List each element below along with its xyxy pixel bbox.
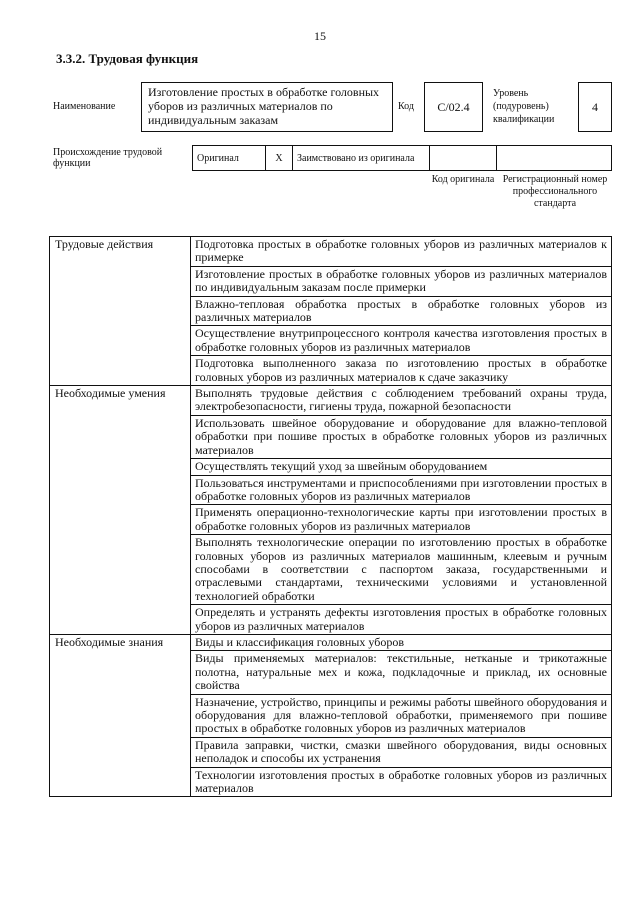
name-label: Наименование — [53, 101, 116, 112]
group-title: Необходимые знания — [50, 634, 191, 796]
function-details-table — [49, 236, 612, 797]
function-name-field: Изготовление простых в обработке головных уборов из различных материалов по индивидуальным заказам — [141, 82, 393, 132]
group-title: Необходимые умения — [50, 386, 191, 635]
table-cell: Выполнять трудовые действия с соблюдением требований охраны труда, электробезопасности, гигиены труда, пожарной безопасности — [191, 386, 612, 416]
table-cell: Осуществление внутрипроцессного контроля качества изготовления простых в обработке головных уборов из различных материалов — [191, 326, 612, 356]
table-row — [50, 237, 612, 267]
table-cell: Назначение, устройство, принципы и режимы работы швейного оборудования и оборудования для влажно-тепловой обработки, применяемого при пошиве простых в обработке головных уборов из различных материалов — [191, 694, 612, 737]
table-cell: Подготовка выполненного заказа по изготовлению простых в обработке головных уборов из различных материалов к сдаче заказчику — [191, 356, 612, 386]
code-original-caption: Код оригинала — [431, 174, 495, 185]
page-number: 15 — [314, 29, 326, 43]
table-cell: Виды применяемых материалов: текстильные, нетканые и трикотажные полотна, натуральные мех и кожа, подкладочные и приклад, их основные свойства — [191, 651, 612, 694]
reg-number-cell — [497, 146, 612, 171]
reg-number-caption: Регистрационный номер профессионального стандарта — [502, 174, 608, 209]
table-cell: Определять и устранять дефекты изготовления простых в обработке головных уборов из различных материалов — [191, 605, 612, 635]
table-cell: Применять операционно-технологические карты при изготовлении простых в обработке головных уборов из различных материалов — [191, 505, 612, 535]
level-label: Уровень (подуровень) квалификации — [493, 88, 555, 125]
origin-label: Происхождение трудовой функции — [53, 147, 163, 169]
table-cell: Правила заправки, чистки, смазки швейного оборудования, виды основных неполадок и способы их устранения — [191, 737, 612, 767]
table-cell: Подготовка простых в обработке головных уборов из различных материалов к примерке — [191, 237, 612, 267]
code-original-cell — [430, 146, 497, 171]
table-cell: Выполнять технологические операции по изготовлению простых в обработке головных уборов из различных материалов машинным, клеевым и ручным способами в соответствии с паспортом заказа, государственными и отраслевыми стандартами, техническими условиями и установленной технологией обработки — [191, 535, 612, 605]
table-cell: Использовать швейное оборудование и оборудование для влажно-тепловой обработки при пошиве простых в обработке головных уборов из различных материалов — [191, 415, 612, 458]
origin-table — [192, 145, 612, 171]
table-cell: Осуществлять текущий уход за швейным оборудованием — [191, 459, 612, 475]
original-mark: X — [266, 146, 293, 171]
table-row — [50, 386, 612, 416]
table-cell: Виды и классификация головных уборов — [191, 634, 612, 650]
table-cell: Влажно-тепловая обработка простых в обработке головных уборов из различных материалов — [191, 296, 612, 326]
group-title: Трудовые действия — [50, 237, 191, 386]
borrowed-label: Заимствовано из оригинала — [293, 146, 430, 171]
table-cell: Пользоваться инструментами и приспособлениями при изготовлении простых в обработке головных уборов из различных материалов — [191, 475, 612, 505]
level-field: 4 — [578, 82, 612, 132]
table-cell: Изготовление простых в обработке головных уборов из различных материалов по индивидуальным заказам после примерки — [191, 266, 612, 296]
code-field: С/02.4 — [424, 82, 483, 132]
original-label: Оригинал — [193, 146, 266, 171]
section-title: 3.3.2. Трудовая функция — [56, 51, 199, 66]
table-row — [50, 634, 612, 650]
table-cell: Технологии изготовления простых в обработке головных уборов из различных материалов — [191, 767, 612, 797]
code-label: Код — [398, 101, 414, 112]
